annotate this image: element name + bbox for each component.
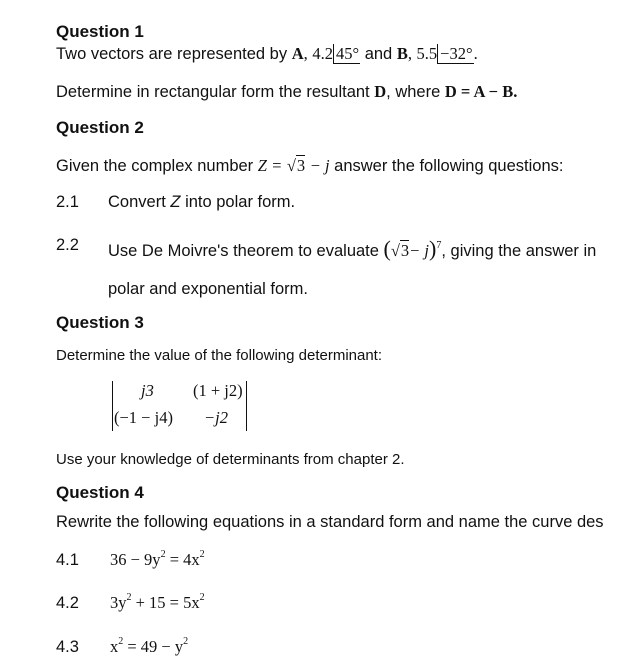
z-lhs: Z = <box>257 156 283 175</box>
q2-intro <box>56 156 563 176</box>
eq-part: = 49 − y <box>123 637 184 656</box>
q2-1-var: Z <box>170 193 181 211</box>
q2-1-pre: Convert <box>108 193 166 211</box>
q2-intro-pre: Given the complex number <box>56 157 254 175</box>
eq-exponent: 2 <box>126 592 132 603</box>
z-rest: − j <box>309 156 330 175</box>
matrix-cell: j3 <box>141 381 154 400</box>
q4-equation <box>110 593 205 613</box>
matrix-cell: (1 + j2) <box>193 381 243 400</box>
q2-intro-post: answer the following questions: <box>334 157 564 175</box>
q1-where: , where <box>386 83 441 101</box>
q1-line1-text: Two vectors are represented by <box>56 45 288 63</box>
vector-a: A <box>291 44 304 63</box>
q1-heading: Question 1 <box>56 22 144 41</box>
q2-2-power: 7 <box>436 240 442 251</box>
eq-part: 36 − 9y <box>110 550 161 569</box>
q2-item-text <box>108 193 295 212</box>
vector-b-magnitude: 5.5 <box>416 44 438 63</box>
q3-note: Use your knowledge of determinants from chapter 2. <box>56 451 405 468</box>
q2-2-pre: Use De Moivre's theorem to evaluate <box>108 242 379 260</box>
comma-a: , <box>303 44 308 63</box>
q2-2-radicand: 3 <box>400 241 410 260</box>
determinant-right-bar <box>246 381 247 431</box>
eq-exponent: 2 <box>183 636 189 647</box>
q2-item-num: 2.2 <box>56 236 79 254</box>
q2-2-post: , giving the answer in <box>441 242 597 260</box>
q2-2-continuation: polar and exponential form. <box>108 280 308 298</box>
q2-2-open-paren: ( <box>383 236 391 261</box>
z-sqrt: √3 <box>286 156 306 175</box>
eq-part: = 4x <box>165 550 200 569</box>
eq-exponent: 2 <box>118 636 124 647</box>
q3-heading: Question 3 <box>56 313 144 332</box>
q2-2-close-paren: ) <box>429 236 437 261</box>
q2-2-sqrt: √3 <box>390 241 410 260</box>
q4-intro: Rewrite the following equations in a standard form and name the curve des <box>56 513 604 531</box>
q1-line2 <box>56 82 517 102</box>
q2-2-rest: − j <box>409 241 430 260</box>
matrix-cell: −j2 <box>204 408 228 427</box>
q4-equation <box>110 637 188 657</box>
eq-part: x <box>110 637 119 656</box>
q3-intro: Determine the value of the following determinant: <box>56 347 383 364</box>
q4-equation <box>110 550 205 570</box>
eq-part: + 15 = 5x <box>131 593 200 612</box>
q4-item-num: 4.3 <box>56 638 79 656</box>
matrix-cell: (−1 − j4) <box>114 408 173 427</box>
q2-item-text <box>108 236 596 262</box>
q2-1-post: into polar form. <box>185 193 296 211</box>
q1-and: and <box>364 45 393 63</box>
resultant-equation: D = A − B. <box>444 82 518 101</box>
q4-item-num: 4.1 <box>56 551 79 569</box>
determinant-left-bar <box>112 381 113 431</box>
vector-a-angle: 45° <box>333 44 360 64</box>
q1-line1 <box>56 44 478 64</box>
eq-exponent: 2 <box>199 592 205 603</box>
q2-item-num: 2.1 <box>56 193 79 211</box>
comma-b: , <box>407 44 412 63</box>
q2-heading: Question 2 <box>56 118 144 137</box>
vector-b: B <box>396 44 408 63</box>
eq-part: 3y <box>110 593 127 612</box>
vector-b-angle: −32° <box>437 44 473 64</box>
eq-exponent: 2 <box>199 549 205 560</box>
q4-heading: Question 4 <box>56 483 144 502</box>
vector-a-magnitude: 4.2 <box>312 44 333 63</box>
q4-item-num: 4.2 <box>56 594 79 612</box>
eq-exponent: 2 <box>160 549 166 560</box>
q1-line2-text: Determine in rectangular form the resultant <box>56 83 370 101</box>
resultant-name: D <box>374 82 387 101</box>
z-radicand: 3 <box>296 156 306 175</box>
q1-period: . <box>473 44 478 63</box>
